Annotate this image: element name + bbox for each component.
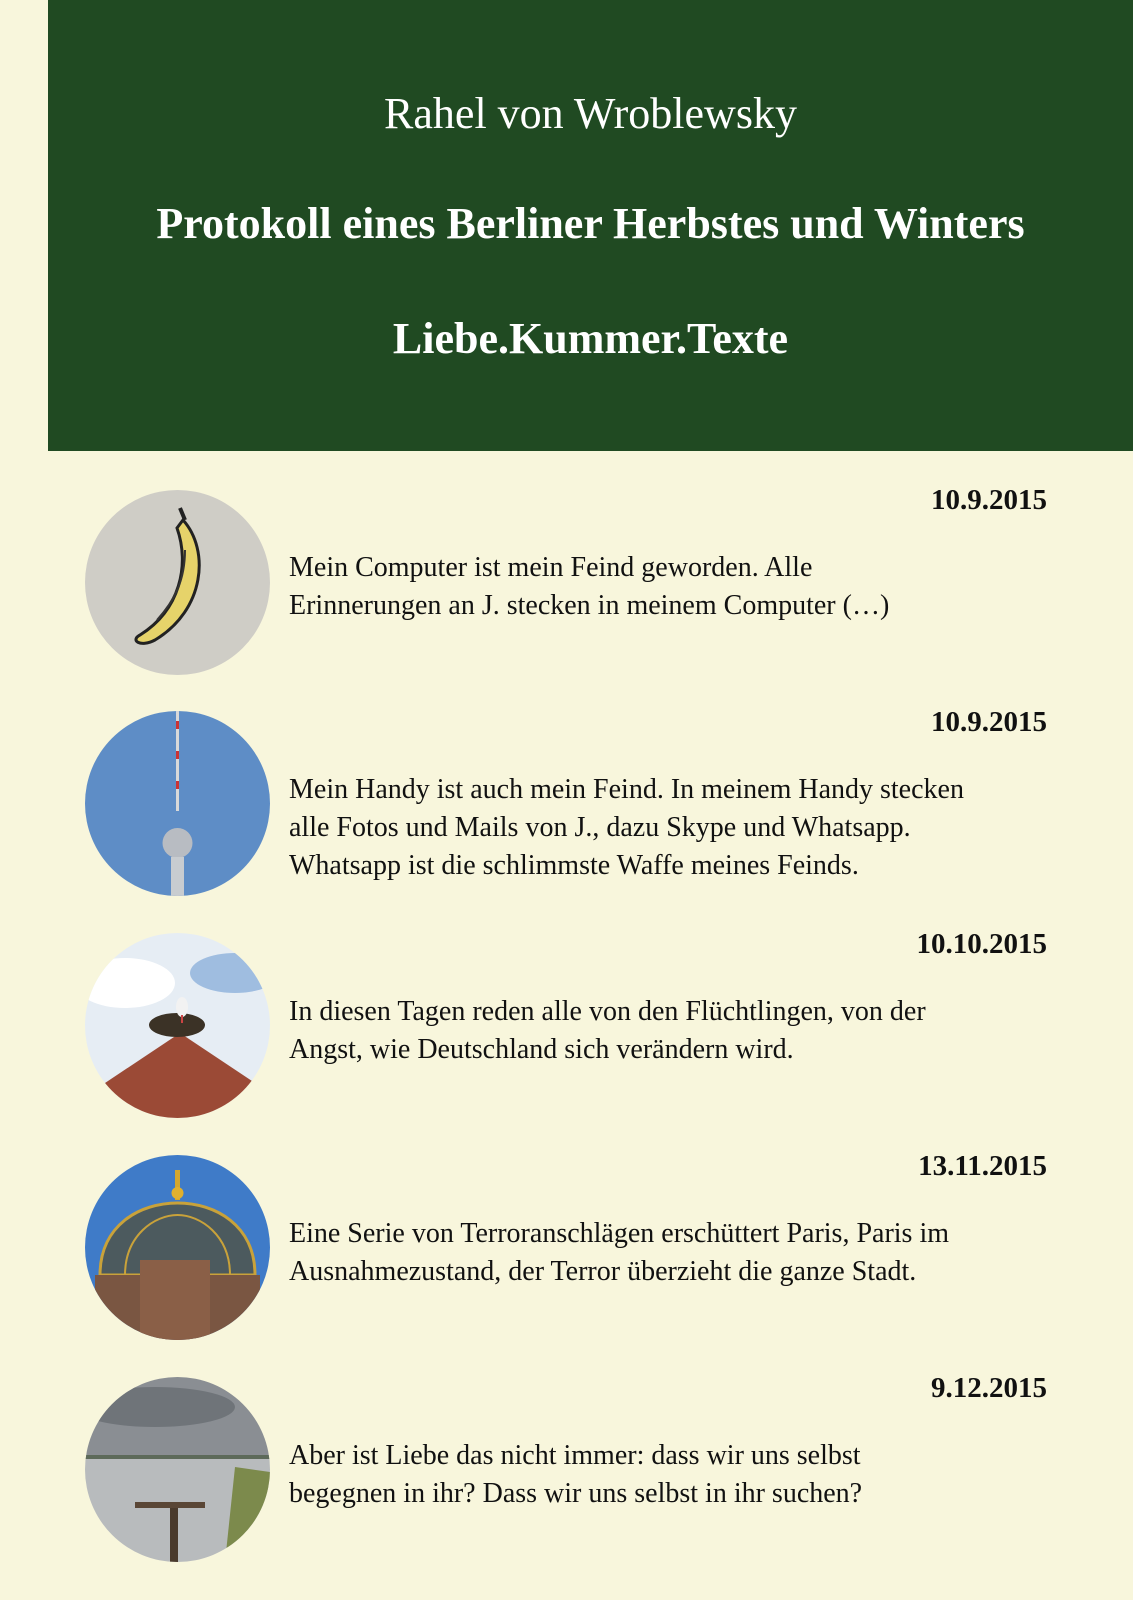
entry-text-line: Ausnahmezustand, der Terror überzieht die ganze Stadt. <box>289 1256 917 1287</box>
tv-tower-photo <box>85 711 270 896</box>
entry-5 <box>0 1372 1133 1572</box>
tv-tower-image <box>85 711 270 896</box>
entry-text-line: Aber ist Liebe das nicht immer: dass wir uns selbst <box>289 1440 861 1471</box>
entry-1 <box>0 484 1133 684</box>
lake-pier-photo <box>85 1377 270 1562</box>
entry-text-line: Angst, wie Deutschland sich verändern wird. <box>289 1034 794 1065</box>
entry-text-line: Mein Computer ist mein Feind geworden. Alle <box>289 552 813 583</box>
lake-pier-image <box>85 1377 270 1562</box>
entry-3 <box>0 928 1133 1128</box>
entry-text <box>289 1437 1069 1513</box>
stork-nest-photo <box>85 933 270 1118</box>
synagogue-dome-image <box>85 1155 270 1340</box>
entry-4 <box>0 1150 1133 1350</box>
entry-date: 10.9.2015 <box>931 484 1047 516</box>
stork-nest-image <box>85 933 270 1118</box>
entry-text-line: In diesen Tagen reden alle von den Flüchtlingen, von der <box>289 996 926 1027</box>
entry-date: 9.12.2015 <box>931 1372 1047 1404</box>
entry-text <box>289 549 1069 625</box>
entry-date: 13.11.2015 <box>918 1150 1047 1182</box>
entry-text-line: Whatsapp ist die schlimmste Waffe meines Feinds. <box>289 850 859 881</box>
entry-text <box>289 771 1069 885</box>
entry-2 <box>0 706 1133 906</box>
entry-text <box>289 1215 1069 1291</box>
entry-text-line: Mein Handy ist auch mein Feind. In meinem Handy stecken <box>289 774 964 805</box>
entry-text <box>289 993 1069 1069</box>
banana-graffiti-image <box>85 490 270 675</box>
entry-date: 10.9.2015 <box>931 706 1047 738</box>
book-title: Protokoll eines Berliner Herbstes und Winters <box>156 199 1025 248</box>
cover-header <box>48 0 1133 451</box>
author-name: Rahel von Wroblewsky <box>384 89 797 138</box>
entry-date: 10.10.2015 <box>916 928 1047 960</box>
entry-text-line: begegnen in ihr? Dass wir uns selbst in ihr suchen? <box>289 1478 863 1509</box>
book-subtitle: Liebe.Kummer.Texte <box>392 314 789 363</box>
banana-graffiti-photo <box>85 490 270 675</box>
entry-text-line: alle Fotos und Mails von J., dazu Skype und Whatsapp. <box>289 812 911 843</box>
entry-text-line: Erinnerungen an J. stecken in meinem Computer (…) <box>289 590 890 621</box>
entry-text-line: Eine Serie von Terroranschlägen erschüttert Paris, Paris im <box>289 1218 949 1249</box>
synagogue-dome-photo <box>85 1155 270 1340</box>
